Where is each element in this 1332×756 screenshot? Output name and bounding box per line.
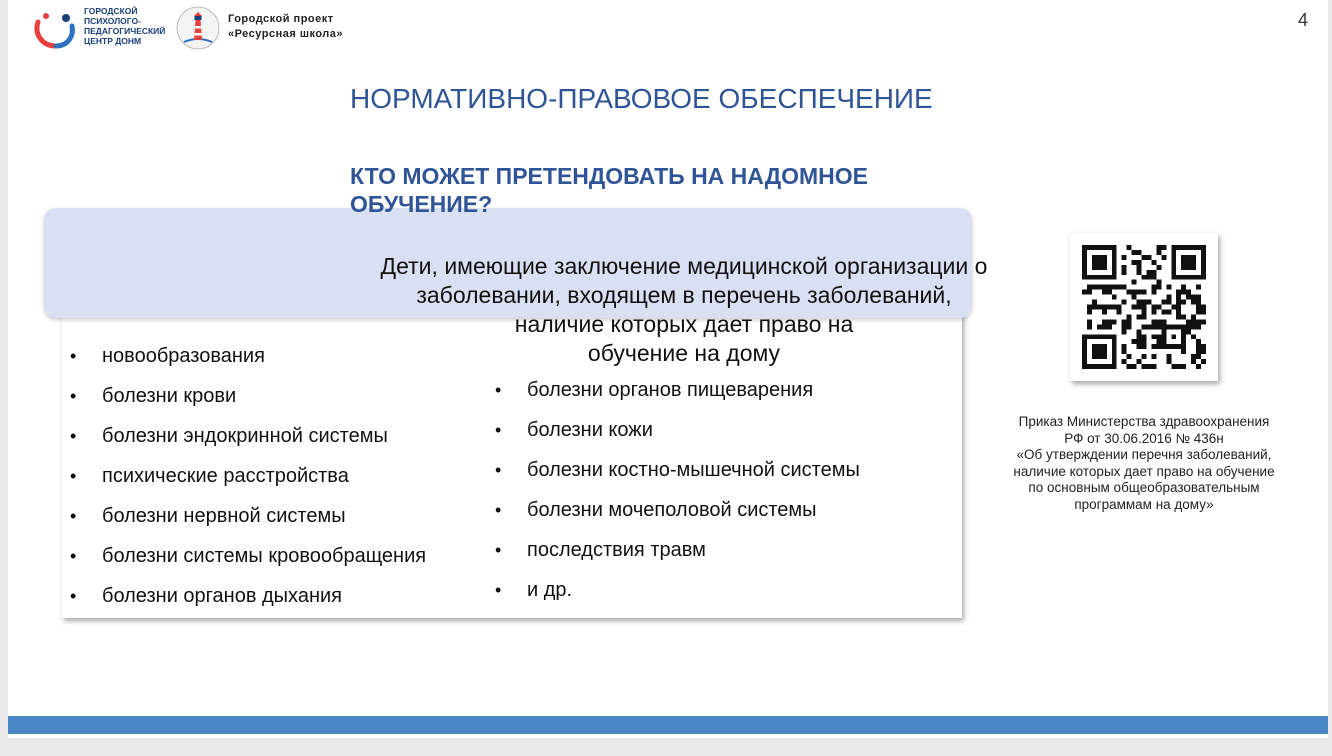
- disease-item: • болезни нервной системы: [62, 496, 426, 536]
- disease-item: • новообразования: [62, 336, 426, 376]
- disease-item: • последствия травм: [487, 530, 860, 570]
- order-line: наличие которых дает право на обучение: [1013, 463, 1275, 479]
- project-name: [228, 12, 343, 42]
- center-logo-icon: [32, 8, 82, 52]
- main-statement-line: наличие которых дает право на: [514, 311, 854, 337]
- qr-code: [1070, 233, 1218, 381]
- main-statement-line: обучение на дому: [587, 340, 781, 366]
- disease-item: • болезни органов дыхания: [62, 576, 426, 616]
- disease-item: • болезни крови: [62, 376, 426, 416]
- main-statement-line: Дети, имеющие заключение медицинской организации о: [380, 253, 988, 279]
- order-line: «Об утверждении перечня заболеваний,: [1016, 447, 1272, 462]
- logo-line: ПЕДАГОГИЧЕСКИЙ: [84, 26, 166, 36]
- disease-item: • и др.: [487, 570, 860, 610]
- lighthouse-icon: [176, 6, 220, 50]
- disease-item: • болезни системы кровообращения: [62, 536, 426, 576]
- qr-code-icon: [1082, 245, 1206, 369]
- project-line-1: Городской проект: [228, 13, 334, 25]
- center-logo-text: [84, 6, 165, 46]
- bottom-bar: [8, 716, 1328, 734]
- order-reference: [988, 414, 1300, 513]
- order-line: по основным общеобразовательным: [1028, 480, 1260, 495]
- disease-item: • психические расстройства: [62, 456, 426, 496]
- slide: [8, 0, 1328, 738]
- main-statement-line: заболевании, входящем в перечень заболеваний,: [416, 282, 952, 308]
- order-line: РФ от 30.06.2016 № 436н: [1064, 430, 1224, 446]
- disease-item: • болезни кожи: [487, 410, 860, 450]
- slide-title: НОРМАТИВНО-ПРАВОВОЕ ОБЕСПЕЧЕНИЕ: [350, 83, 933, 114]
- page-number: 4: [1297, 10, 1308, 30]
- logo-line: ПСИХОЛОГО-: [84, 16, 141, 26]
- project-line-2: «Ресурсная школа»: [228, 28, 344, 40]
- slide-subtitle: КТО МОЖЕТ ПРЕТЕНДОВАТЬ НА НАДОМНОЕ ОБУЧЕНИЕ?: [350, 163, 869, 217]
- order-line: Приказ Министерства здравоохранения: [1018, 414, 1270, 429]
- disease-item: • болезни органов пищеварения: [487, 370, 860, 410]
- diseases-list-right: [487, 370, 860, 610]
- main-statement: [344, 252, 1024, 368]
- disease-item: • болезни эндокринной системы: [62, 416, 426, 456]
- disease-item: • болезни костно-мышечной системы: [487, 450, 860, 490]
- disease-item: • болезни мочеполовой системы: [487, 490, 860, 530]
- logo-line: ГОРОДСКОЙ: [84, 6, 138, 16]
- order-line: программам на дому»: [1074, 496, 1214, 512]
- diseases-list-left: [62, 336, 426, 616]
- logo-line: ЦЕНТР ДОНМ: [84, 36, 142, 46]
